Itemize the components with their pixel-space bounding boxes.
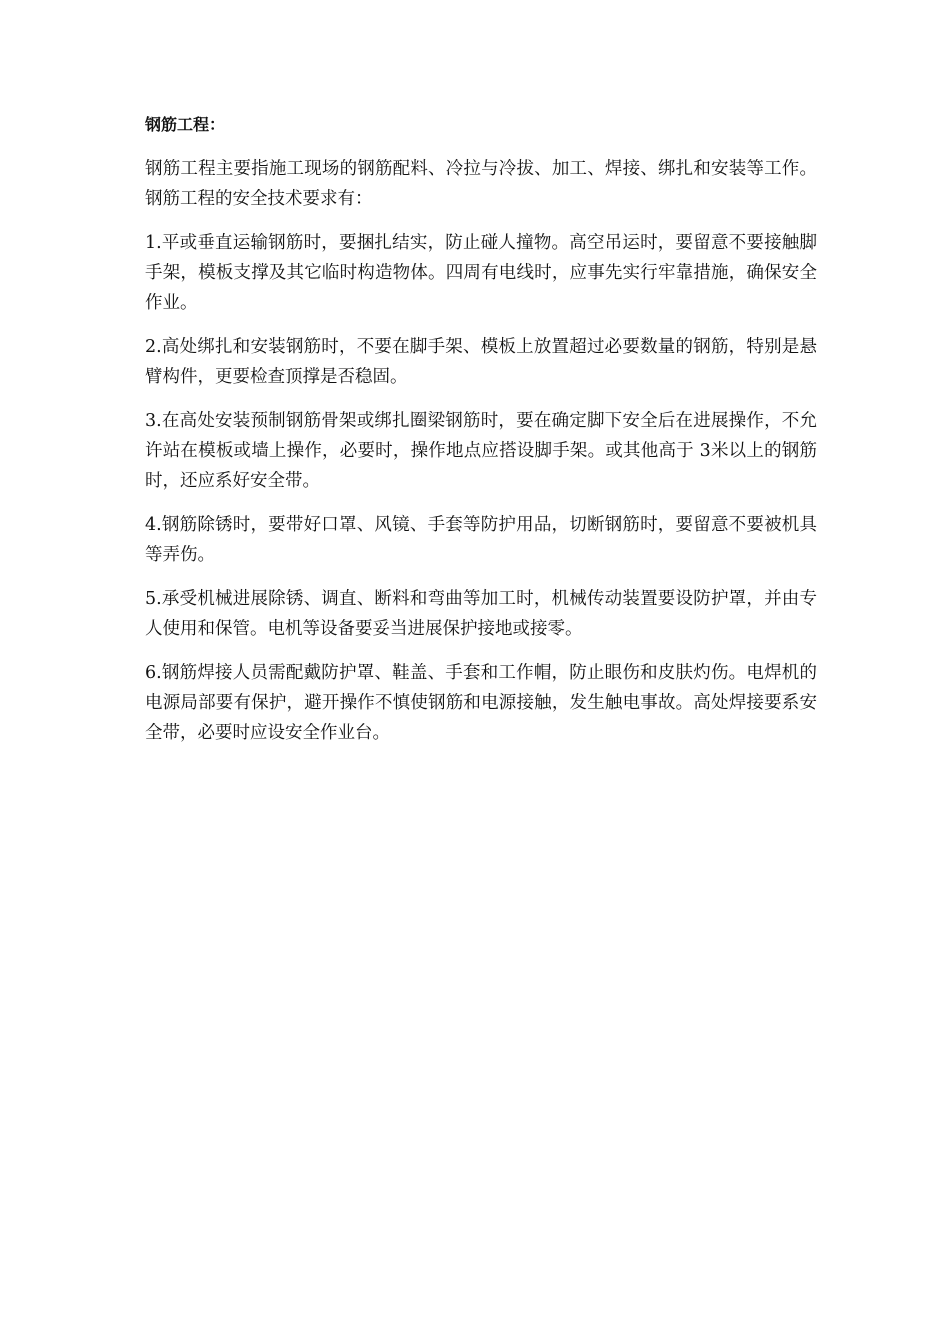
requirement-item-3: 3.在高处安装预制钢筋骨架或绑扎圈梁钢筋时，要在确定脚下安全后在进展操作，不允许站在模板或墙上操作，必要时，操作地点应搭设脚手架。或其他高于 3米以上的钢筋时，还应系好安全带。: [145, 411, 817, 491]
requirement-item-2: 2.高处绑扎和安装钢筋时，不要在脚手架、模板上放置超过必要数量的钢筋，特别是悬臂构件，更要检查顶撑是否稳固。: [145, 337, 817, 387]
requirement-item-5: 5.承受机械进展除锈、调直、断料和弯曲等加工时，机械传动装置要设防护罩，并由专人使用和保管。电机等设备要妥当进展保护接地或接零。: [145, 589, 817, 639]
requirement-item-6: 6.钢筋焊接人员需配戴防护罩、鞋盖、手套和工作帽，防止眼伤和皮肤灼伤。电焊机的电源局部要有保护，避开操作不慎使钢筋和电源接触，发生触电事故。高处焊接要系安全带，必要时应设安全作业台。: [145, 663, 817, 743]
requirement-item-1: 1.平或垂直运输钢筋时，要捆扎结实，防止碰人撞物。高空吊运时，要留意不要接触脚手架，模板支撑及其它临时构造物体。四周有电线时，应事先实行牢靠措施，确保安全作业。: [145, 233, 817, 313]
document-body: [145, 110, 817, 762]
requirement-item-4: 4.钢筋除锈时，要带好口罩、风镜、手套等防护用品，切断钢筋时，要留意不要被机具等弄伤。: [145, 515, 817, 565]
section-title: 钢筋工程：: [145, 115, 226, 134]
intro-paragraph: 钢筋工程主要指施工现场的钢筋配料、冷拉与冷拔、加工、焊接、绑扎和安装等工作。钢筋工程的安全技术要求有：: [145, 159, 817, 209]
